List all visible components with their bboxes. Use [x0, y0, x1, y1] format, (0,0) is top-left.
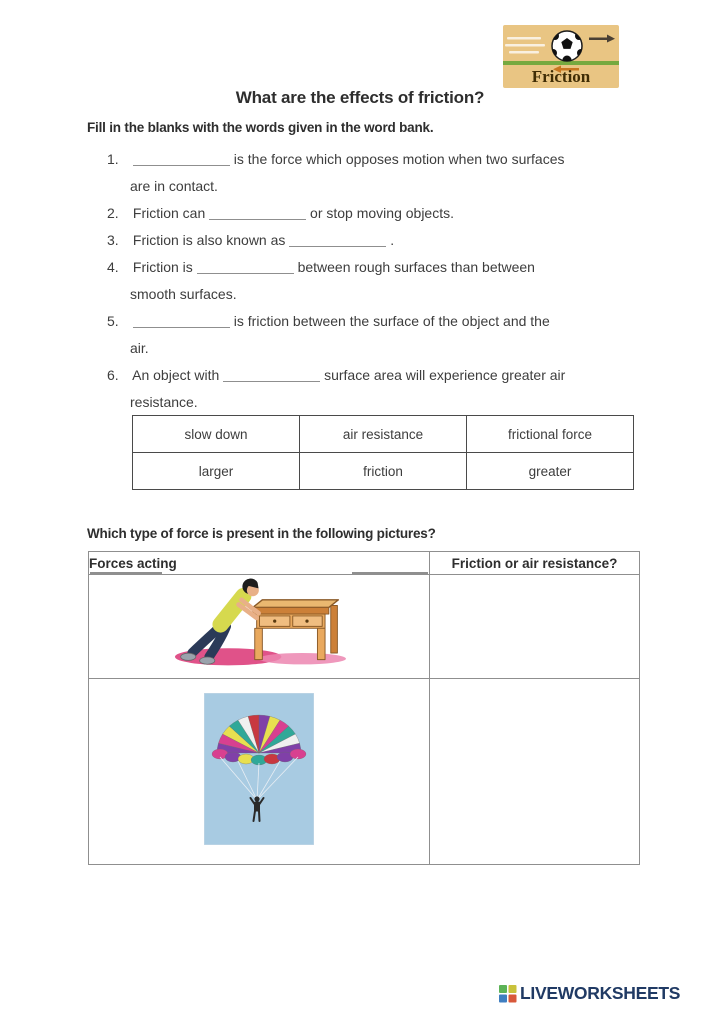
- question-number: 4.: [107, 259, 119, 275]
- question-text-post: or stop moving objects.: [310, 205, 454, 221]
- answer-line[interactable]: [90, 572, 162, 574]
- parachute-photo: [204, 693, 314, 845]
- answer-blank[interactable]: [197, 272, 294, 274]
- question-number: 3.: [107, 232, 119, 248]
- word-bank-cell[interactable]: air resistance: [300, 416, 467, 453]
- word-bank-cell[interactable]: friction: [300, 453, 467, 490]
- question-number: 6.: [107, 367, 119, 383]
- brand-text: LIVEWORKSHEETS: [520, 983, 681, 1003]
- question-line: [107, 200, 655, 227]
- question-number: 5.: [107, 313, 119, 329]
- picture-cell-man-pushing-table: [89, 575, 430, 679]
- answer-blank[interactable]: [133, 326, 230, 328]
- ground-line: [503, 61, 619, 65]
- question-line: [107, 254, 655, 281]
- question-text-post: surface area will experience greater air: [324, 367, 566, 383]
- floor-shadow-light: [258, 653, 345, 664]
- question-line: [107, 146, 655, 173]
- answer-cell-row2[interactable]: [430, 679, 640, 865]
- question-line2: resistance.: [130, 394, 198, 410]
- forces-table-header-forces: Forces acting: [89, 552, 430, 575]
- liveworksheets-logo: [499, 983, 680, 1004]
- question-text-pre: Friction can: [132, 205, 206, 221]
- question-number: 2.: [107, 205, 119, 221]
- word-bank-table: [132, 415, 634, 490]
- word-bank-cell[interactable]: larger: [133, 453, 300, 490]
- question-text-pre: Friction is also known as: [132, 232, 286, 248]
- question-item: [107, 200, 655, 227]
- question-text-pre: Friction is: [132, 259, 193, 275]
- answer-blank[interactable]: [133, 164, 230, 166]
- question-text-post: between rough surfaces than between: [297, 259, 535, 275]
- question-line2: smooth surfaces.: [130, 286, 237, 302]
- question-item: [107, 227, 655, 254]
- word-bank-cell[interactable]: frictional force: [467, 416, 634, 453]
- liveworksheets-grid-icon: [499, 985, 517, 1003]
- friction-logo: [503, 25, 619, 88]
- answer-blank[interactable]: [289, 245, 386, 247]
- forces-table: [88, 551, 640, 865]
- answer-blank[interactable]: [209, 218, 306, 220]
- word-bank-cell[interactable]: slow down: [133, 416, 300, 453]
- answer-blank[interactable]: [223, 380, 320, 382]
- question-item: [107, 254, 655, 308]
- answer-line[interactable]: [352, 572, 428, 574]
- question-item: [107, 308, 655, 362]
- page-title: What are the effects of friction?: [235, 88, 485, 107]
- question-list: [107, 146, 655, 416]
- word-bank-cell[interactable]: greater: [467, 453, 634, 490]
- forces-table-header-answer: Friction or air resistance?: [430, 552, 640, 575]
- question-text-pre: An object with: [132, 367, 220, 383]
- table-icon: [252, 599, 338, 659]
- question-text-post: is friction between the surface of the object and the: [233, 313, 550, 329]
- question-text-post: is the force which opposes motion when two surfaces: [233, 151, 565, 167]
- question-number: 1.: [107, 151, 119, 167]
- question-line2: are in contact.: [130, 178, 218, 194]
- question-text-post: .: [390, 232, 395, 248]
- section2-heading: Which type of force is present in the following pictures?: [87, 526, 436, 541]
- instruction-text: Fill in the blanks with the words given in the word bank.: [87, 120, 434, 135]
- question-item: [107, 146, 655, 200]
- question-line: [107, 308, 655, 335]
- question-item: [107, 362, 655, 416]
- question-line: [107, 362, 655, 389]
- picture-cell-parachute: [89, 679, 430, 865]
- man-pushing-table-image: [167, 577, 352, 672]
- answer-cell-row1[interactable]: [430, 575, 640, 679]
- question-line: [107, 227, 655, 254]
- friction-logo-label: Friction: [531, 67, 591, 86]
- question-line2: air.: [130, 340, 149, 356]
